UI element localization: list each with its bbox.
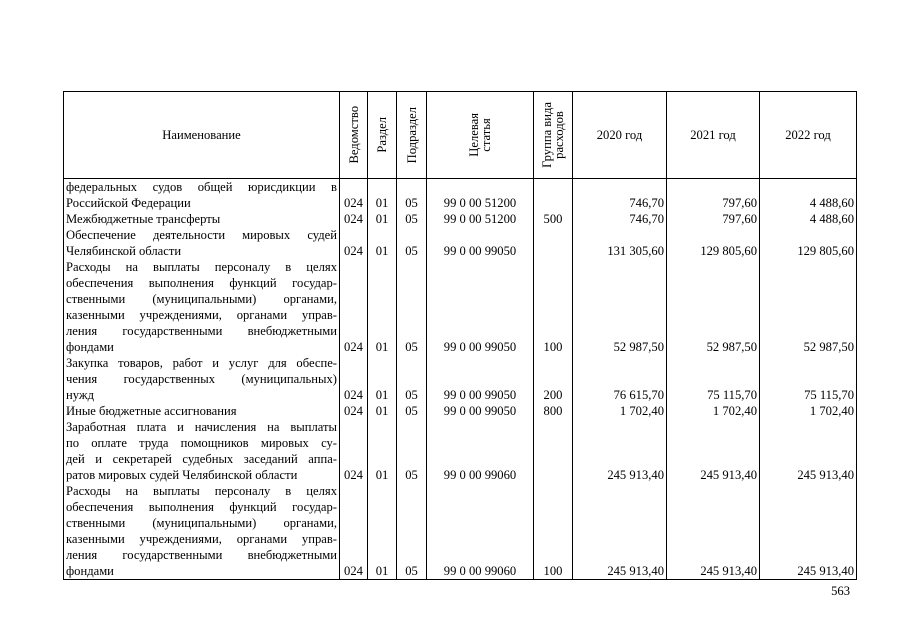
table-row [64, 211, 857, 227]
row-name-line: обеспечения выполнения функций государ- [66, 500, 337, 514]
row-vedomstvo: 024 [340, 355, 368, 403]
row-podrazdel: 05 [397, 403, 427, 419]
row-value-2021: 245 913,40 [667, 483, 760, 580]
row-gruppa-vida: 100 [534, 259, 573, 355]
row-name-line: Расходы на выплаты персоналу в целях [66, 484, 337, 498]
row-name-line: Российской Федерации [66, 196, 191, 210]
table-row [64, 355, 857, 403]
row-value-2020: 131 305,60 [573, 227, 667, 259]
row-name-line: фондами [66, 564, 114, 578]
row-tselevaya-statya: 99 0 00 51200 [427, 179, 534, 212]
row-vedomstvo: 024 [340, 483, 368, 580]
row-name [64, 211, 340, 227]
row-name [64, 227, 340, 259]
row-value-2021: 797,60 [667, 211, 760, 227]
table-row [64, 419, 857, 483]
row-gruppa-vida: 100 [534, 483, 573, 580]
row-name-line: Иные бюджетные ассигнования [66, 404, 237, 418]
row-value-2020: 52 987,50 [573, 259, 667, 355]
row-value-2021: 797,60 [667, 179, 760, 212]
row-podrazdel: 05 [397, 259, 427, 355]
row-name-line: обеспечения выполнения функций государ- [66, 276, 337, 290]
row-name [64, 403, 340, 419]
row-tselevaya-statya: 99 0 00 99050 [427, 227, 534, 259]
row-name-line: ратов мировых судей Челябинской области [66, 468, 298, 482]
row-podrazdel: 05 [397, 227, 427, 259]
row-razdel: 01 [368, 227, 397, 259]
row-name-line: Обеспечение деятельности мировых судей [66, 228, 337, 242]
row-value-2022: 75 115,70 [760, 355, 857, 403]
row-name-line: ственными (муниципальными) органами, [66, 516, 337, 530]
row-razdel: 01 [368, 419, 397, 483]
table-row [64, 259, 857, 355]
row-value-2020: 1 702,40 [573, 403, 667, 419]
row-name-line: ственными (муниципальными) органами, [66, 292, 337, 306]
page-number: 563 [831, 584, 850, 598]
row-value-2021: 52 987,50 [667, 259, 760, 355]
header-podrazdel: Подраздел [397, 92, 427, 179]
row-value-2022: 4 488,60 [760, 179, 857, 212]
row-name [64, 419, 340, 483]
row-name-line: Межбюджетные трансферты [66, 212, 221, 226]
row-value-2020: 746,70 [573, 179, 667, 212]
row-gruppa-vida: 200 [534, 355, 573, 403]
row-razdel: 01 [368, 259, 397, 355]
row-name-line: по оплате труда помощников мировых су- [66, 436, 337, 450]
row-name-line: дей и секретарей судебных заседаний аппа- [66, 452, 337, 466]
row-razdel: 01 [368, 179, 397, 212]
row-name [64, 259, 340, 355]
row-tselevaya-statya: 99 0 00 99050 [427, 259, 534, 355]
row-vedomstvo: 024 [340, 211, 368, 227]
header-razdel: Раздел [368, 92, 397, 179]
row-name-line: Заработная плата и начисления на выплаты [66, 420, 337, 434]
row-vedomstvo: 024 [340, 227, 368, 259]
row-name-line: казенными учреждениями, органами управ- [66, 308, 337, 322]
row-value-2022: 245 913,40 [760, 419, 857, 483]
row-value-2020: 76 615,70 [573, 355, 667, 403]
row-podrazdel: 05 [397, 355, 427, 403]
row-name-line: фондами [66, 340, 114, 354]
row-value-2022: 129 805,60 [760, 227, 857, 259]
budget-table-page [63, 91, 856, 580]
header-name: Наименование [64, 92, 340, 179]
row-podrazdel: 05 [397, 179, 427, 212]
row-name-line: казенными учреждениями, органами управ- [66, 532, 337, 546]
row-name [64, 179, 340, 212]
row-gruppa-vida [534, 179, 573, 212]
row-tselevaya-statya: 99 0 00 99050 [427, 403, 534, 419]
row-razdel: 01 [368, 355, 397, 403]
header-2020: 2020 год [573, 92, 667, 179]
header-2021: 2021 год [667, 92, 760, 179]
header-tselevaya-statya: Целевая статья [427, 92, 534, 179]
row-tselevaya-statya: 99 0 00 99060 [427, 419, 534, 483]
row-podrazdel: 05 [397, 483, 427, 580]
row-name-line: федеральных судов общей юрисдикции в [66, 180, 337, 194]
table-row [64, 403, 857, 419]
row-vedomstvo: 024 [340, 179, 368, 212]
row-value-2020: 746,70 [573, 211, 667, 227]
row-gruppa-vida: 800 [534, 403, 573, 419]
row-podrazdel: 05 [397, 211, 427, 227]
row-tselevaya-statya: 99 0 00 99050 [427, 355, 534, 403]
row-value-2020: 245 913,40 [573, 483, 667, 580]
budget-table [63, 91, 857, 580]
row-name-line: ления государственными внебюджетными [66, 548, 337, 562]
row-name-line: ления государственными внебюджетными [66, 324, 337, 338]
row-razdel: 01 [368, 211, 397, 227]
table-row [64, 179, 857, 212]
row-gruppa-vida [534, 419, 573, 483]
row-value-2022: 1 702,40 [760, 403, 857, 419]
row-tselevaya-statya: 99 0 00 99060 [427, 483, 534, 580]
row-name-line: Расходы на выплаты персоналу в целях [66, 260, 337, 274]
row-vedomstvo: 024 [340, 419, 368, 483]
row-value-2022: 245 913,40 [760, 483, 857, 580]
row-name [64, 355, 340, 403]
row-name-line: чения государственных (муниципальных) [66, 372, 337, 386]
header-gruppa-vida-rashodov: Группа вида расходов [534, 92, 573, 179]
row-value-2020: 245 913,40 [573, 419, 667, 483]
table-body [64, 179, 857, 580]
row-name [64, 483, 340, 580]
row-value-2021: 75 115,70 [667, 355, 760, 403]
row-name-line: Челябинской области [66, 244, 182, 258]
header-2022: 2022 год [760, 92, 857, 179]
row-tselevaya-statya: 99 0 00 51200 [427, 211, 534, 227]
row-vedomstvo: 024 [340, 259, 368, 355]
row-gruppa-vida [534, 227, 573, 259]
row-value-2021: 245 913,40 [667, 419, 760, 483]
row-razdel: 01 [368, 483, 397, 580]
row-name-line: Закупка товаров, работ и услуг для обеспе- [66, 356, 337, 370]
row-podrazdel: 05 [397, 419, 427, 483]
row-gruppa-vida: 500 [534, 211, 573, 227]
table-row [64, 227, 857, 259]
row-value-2022: 52 987,50 [760, 259, 857, 355]
header-vedomstvo: Ведомство [340, 92, 368, 179]
table-header [64, 92, 857, 179]
row-value-2021: 129 805,60 [667, 227, 760, 259]
row-value-2021: 1 702,40 [667, 403, 760, 419]
table-row [64, 483, 857, 580]
row-value-2022: 4 488,60 [760, 211, 857, 227]
row-vedomstvo: 024 [340, 403, 368, 419]
row-name-line: нужд [66, 388, 94, 402]
row-razdel: 01 [368, 403, 397, 419]
